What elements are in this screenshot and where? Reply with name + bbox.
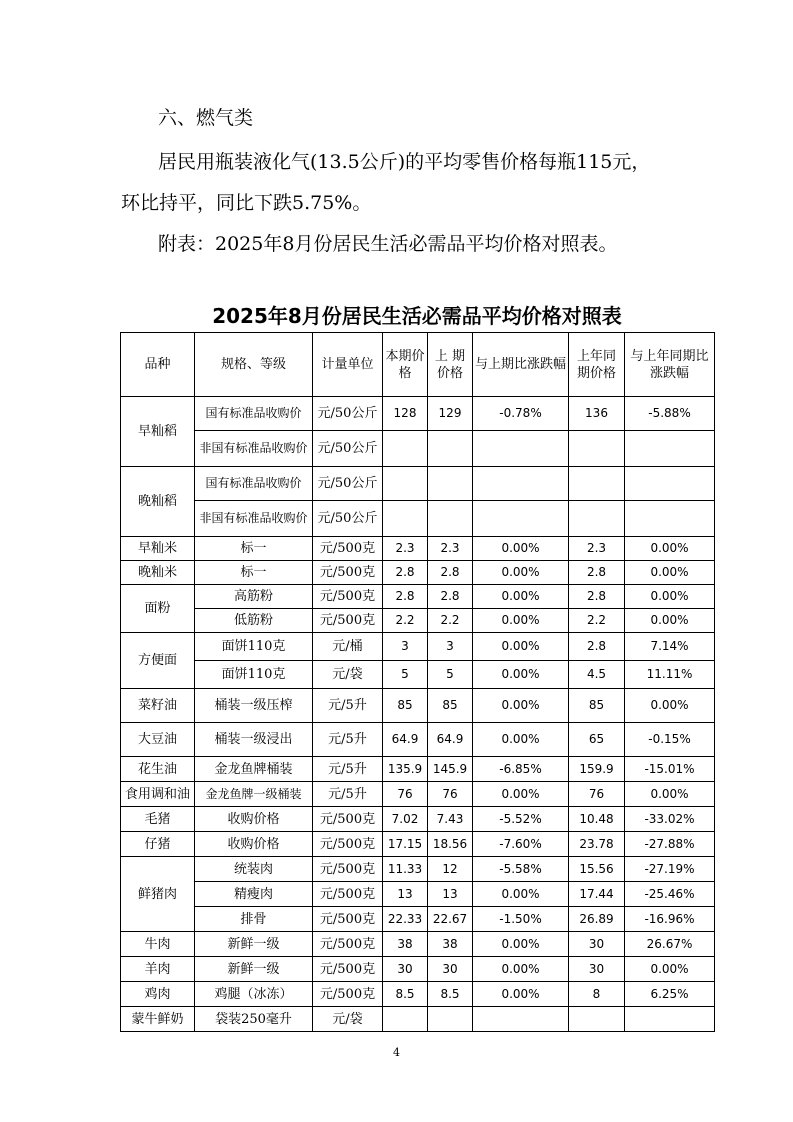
cell-current — [383, 431, 428, 467]
cell-unit: 元/50公斤 — [313, 397, 383, 431]
cell-last-year: 4.5 — [569, 661, 625, 689]
cell-spec: 面饼110克 — [195, 633, 313, 661]
cell-yoy: 0.00% — [625, 609, 715, 633]
cell-previous: 76 — [428, 782, 473, 807]
cell-mom: 0.00% — [473, 661, 569, 689]
table-row — [121, 501, 715, 537]
cell-spec: 桶装一级压榨 — [195, 689, 313, 723]
cell-spec: 精瘦肉 — [195, 882, 313, 907]
cell-item: 花生油 — [121, 757, 195, 782]
cell-spec: 排骨 — [195, 907, 313, 932]
cell-item: 菜籽油 — [121, 689, 195, 723]
cell-unit: 元/50公斤 — [313, 501, 383, 537]
cell-yoy: 26.67% — [625, 932, 715, 957]
cell-yoy: 0.00% — [625, 957, 715, 982]
cell-mom: -1.50% — [473, 907, 569, 932]
table-row — [121, 585, 715, 609]
cell-previous: 3 — [428, 633, 473, 661]
cell-yoy: -0.15% — [625, 723, 715, 757]
cell-unit: 元/5升 — [313, 757, 383, 782]
cell-spec: 面饼110克 — [195, 661, 313, 689]
cell-mom: -5.58% — [473, 857, 569, 882]
cell-yoy: 6.25% — [625, 982, 715, 1007]
cell-mom: 0.00% — [473, 537, 569, 561]
cell-yoy: 11.11% — [625, 661, 715, 689]
cell-unit: 元/500克 — [313, 537, 383, 561]
header-previous: 上 期价格 — [428, 333, 473, 397]
cell-yoy: 0.00% — [625, 561, 715, 585]
cell-mom — [473, 501, 569, 537]
cell-spec: 高筋粉 — [195, 585, 313, 609]
cell-unit: 元/袋 — [313, 1007, 383, 1032]
cell-last-year: 26.89 — [569, 907, 625, 932]
cell-unit: 元/50公斤 — [313, 431, 383, 467]
table-row — [121, 882, 715, 907]
page-number: 4 — [393, 1046, 400, 1059]
cell-unit: 元/500克 — [313, 585, 383, 609]
cell-yoy: -5.88% — [625, 397, 715, 431]
table-row — [121, 723, 715, 757]
cell-last-year: 30 — [569, 932, 625, 957]
cell-item: 蒙牛鲜奶 — [121, 1007, 195, 1032]
cell-last-year: 30 — [569, 957, 625, 982]
cell-item: 晚籼米 — [121, 561, 195, 585]
price-table — [120, 332, 715, 1032]
cell-current: 64.9 — [383, 723, 428, 757]
header-row — [121, 333, 715, 397]
table-row — [121, 537, 715, 561]
cell-current: 2.2 — [383, 609, 428, 633]
cell-item: 晚籼稻 — [121, 467, 195, 537]
cell-yoy: -16.96% — [625, 907, 715, 932]
cell-unit: 元/5升 — [313, 723, 383, 757]
cell-unit: 元/5升 — [313, 689, 383, 723]
table-title: 2025年8月份居民生活必需品平均价格对照表 — [212, 304, 622, 328]
cell-yoy — [625, 501, 715, 537]
cell-mom: -7.60% — [473, 832, 569, 857]
cell-current: 17.15 — [383, 832, 428, 857]
cell-current: 5 — [383, 661, 428, 689]
cell-last-year: 2.2 — [569, 609, 625, 633]
cell-item: 方便面 — [121, 633, 195, 689]
cell-yoy: -15.01% — [625, 757, 715, 782]
cell-current — [383, 467, 428, 501]
cell-current: 135.9 — [383, 757, 428, 782]
cell-current: 2.8 — [383, 561, 428, 585]
cell-spec: 金龙鱼牌桶装 — [195, 757, 313, 782]
table-row — [121, 431, 715, 467]
cell-unit: 元/桶 — [313, 633, 383, 661]
cell-unit: 元/500克 — [313, 832, 383, 857]
cell-mom: 0.00% — [473, 585, 569, 609]
cell-unit: 元/500克 — [313, 932, 383, 957]
cell-item: 仔猪 — [121, 832, 195, 857]
cell-item: 毛猪 — [121, 807, 195, 832]
paragraph-line-2: 环比持平，同比下跌5.75%。 — [121, 192, 372, 214]
cell-yoy: 7.14% — [625, 633, 715, 661]
table-row — [121, 757, 715, 782]
cell-previous: 13 — [428, 882, 473, 907]
cell-previous — [428, 467, 473, 501]
header-item: 品种 — [121, 333, 195, 397]
cell-yoy — [625, 431, 715, 467]
cell-spec: 鸡腿（冰冻） — [195, 982, 313, 1007]
cell-mom — [473, 431, 569, 467]
table-row — [121, 932, 715, 957]
cell-previous: 2.2 — [428, 609, 473, 633]
cell-mom: 0.00% — [473, 957, 569, 982]
cell-unit: 元/500克 — [313, 807, 383, 832]
cell-unit: 元/500克 — [313, 882, 383, 907]
cell-current — [383, 1007, 428, 1032]
table-row — [121, 689, 715, 723]
cell-mom: -6.85% — [473, 757, 569, 782]
cell-yoy: 0.00% — [625, 689, 715, 723]
cell-yoy: -27.88% — [625, 832, 715, 857]
cell-item: 早籼米 — [121, 537, 195, 561]
cell-current: 7.02 — [383, 807, 428, 832]
table-row — [121, 661, 715, 689]
cell-spec: 国有标准品收购价 — [195, 467, 313, 501]
cell-current: 76 — [383, 782, 428, 807]
cell-last-year — [569, 431, 625, 467]
cell-previous — [428, 501, 473, 537]
cell-previous: 8.5 — [428, 982, 473, 1007]
table-body — [121, 397, 715, 1032]
cell-unit: 元/500克 — [313, 957, 383, 982]
cell-current: 128 — [383, 397, 428, 431]
cell-unit: 元/500克 — [313, 907, 383, 932]
section-heading: 六、燃气类 — [158, 107, 254, 129]
cell-spec: 新鲜一级 — [195, 957, 313, 982]
table-row — [121, 782, 715, 807]
cell-last-year: 23.78 — [569, 832, 625, 857]
header-mom: 与上期比涨跌幅 — [473, 333, 569, 397]
cell-spec: 非国有标准品收购价 — [195, 501, 313, 537]
table-row — [121, 807, 715, 832]
cell-unit: 元/袋 — [313, 661, 383, 689]
cell-item: 面粉 — [121, 585, 195, 633]
table-row — [121, 857, 715, 882]
cell-last-year: 10.48 — [569, 807, 625, 832]
cell-mom: -0.78% — [473, 397, 569, 431]
cell-previous: 64.9 — [428, 723, 473, 757]
cell-current: 38 — [383, 932, 428, 957]
cell-unit: 元/5升 — [313, 782, 383, 807]
cell-yoy: -27.19% — [625, 857, 715, 882]
cell-spec: 非国有标准品收购价 — [195, 431, 313, 467]
cell-item: 大豆油 — [121, 723, 195, 757]
cell-current: 8.5 — [383, 982, 428, 1007]
table-row — [121, 561, 715, 585]
cell-mom — [473, 467, 569, 501]
cell-unit: 元/500克 — [313, 561, 383, 585]
table-row — [121, 1007, 715, 1032]
cell-previous: 2.8 — [428, 561, 473, 585]
cell-last-year: 159.9 — [569, 757, 625, 782]
cell-unit: 元/500克 — [313, 982, 383, 1007]
cell-item: 早籼稻 — [121, 397, 195, 467]
cell-previous: 129 — [428, 397, 473, 431]
cell-last-year: 2.8 — [569, 585, 625, 609]
cell-previous — [428, 1007, 473, 1032]
appendix-note: 附表：2025年8月份居民生活必需品平均价格对照表。 — [158, 233, 618, 255]
table-row — [121, 982, 715, 1007]
cell-unit: 元/500克 — [313, 857, 383, 882]
cell-mom: 0.00% — [473, 932, 569, 957]
table-row — [121, 832, 715, 857]
cell-current: 13 — [383, 882, 428, 907]
cell-previous: 85 — [428, 689, 473, 723]
cell-previous: 18.56 — [428, 832, 473, 857]
header-unit: 计量单位 — [313, 333, 383, 397]
cell-last-year: 2.8 — [569, 561, 625, 585]
cell-item: 鲜猪肉 — [121, 857, 195, 932]
header-yoy: 与上年同期比涨跌幅 — [625, 333, 715, 397]
cell-previous: 2.3 — [428, 537, 473, 561]
cell-unit: 元/50公斤 — [313, 467, 383, 501]
cell-last-year: 15.56 — [569, 857, 625, 882]
cell-item: 食用调和油 — [121, 782, 195, 807]
cell-mom: 0.00% — [473, 782, 569, 807]
cell-unit: 元/500克 — [313, 609, 383, 633]
table-row — [121, 957, 715, 982]
cell-previous — [428, 431, 473, 467]
cell-previous: 7.43 — [428, 807, 473, 832]
cell-spec: 低筋粉 — [195, 609, 313, 633]
header-last-year: 上年同期价格 — [569, 333, 625, 397]
cell-current: 3 — [383, 633, 428, 661]
cell-previous: 5 — [428, 661, 473, 689]
cell-yoy: -33.02% — [625, 807, 715, 832]
cell-current: 11.33 — [383, 857, 428, 882]
cell-yoy: 0.00% — [625, 585, 715, 609]
cell-last-year: 65 — [569, 723, 625, 757]
table-row — [121, 907, 715, 932]
table-row — [121, 609, 715, 633]
cell-mom: 0.00% — [473, 982, 569, 1007]
cell-yoy — [625, 467, 715, 501]
cell-yoy: 0.00% — [625, 782, 715, 807]
cell-current — [383, 501, 428, 537]
cell-mom: 0.00% — [473, 723, 569, 757]
cell-yoy — [625, 1007, 715, 1032]
cell-current: 85 — [383, 689, 428, 723]
cell-spec: 桶装一级浸出 — [195, 723, 313, 757]
cell-last-year: 85 — [569, 689, 625, 723]
cell-item: 鸡肉 — [121, 982, 195, 1007]
cell-previous: 2.8 — [428, 585, 473, 609]
paragraph-line-1: 居民用瓶装液化气(13.5公斤)的平均零售价格每瓶115元， — [158, 151, 651, 173]
cell-last-year — [569, 501, 625, 537]
cell-mom: 0.00% — [473, 882, 569, 907]
cell-spec: 金龙鱼牌一级桶装 — [195, 782, 313, 807]
cell-mom: -5.52% — [473, 807, 569, 832]
cell-spec: 统装肉 — [195, 857, 313, 882]
cell-current: 22.33 — [383, 907, 428, 932]
header-spec: 规格、等级 — [195, 333, 313, 397]
cell-spec: 新鲜一级 — [195, 932, 313, 957]
cell-spec: 国有标准品收购价 — [195, 397, 313, 431]
table-row — [121, 397, 715, 431]
cell-spec: 标一 — [195, 561, 313, 585]
cell-yoy: -25.46% — [625, 882, 715, 907]
cell-previous: 145.9 — [428, 757, 473, 782]
cell-last-year: 2.8 — [569, 633, 625, 661]
cell-last-year: 8 — [569, 982, 625, 1007]
cell-current: 2.3 — [383, 537, 428, 561]
cell-previous: 38 — [428, 932, 473, 957]
cell-item: 牛肉 — [121, 932, 195, 957]
cell-spec: 收购价格 — [195, 807, 313, 832]
cell-previous: 22.67 — [428, 907, 473, 932]
cell-item: 羊肉 — [121, 957, 195, 982]
cell-spec: 标一 — [195, 537, 313, 561]
cell-spec: 收购价格 — [195, 832, 313, 857]
cell-last-year: 17.44 — [569, 882, 625, 907]
cell-mom: 0.00% — [473, 633, 569, 661]
cell-current: 30 — [383, 957, 428, 982]
cell-last-year: 2.3 — [569, 537, 625, 561]
cell-spec: 袋装250毫升 — [195, 1007, 313, 1032]
cell-last-year — [569, 467, 625, 501]
cell-last-year: 76 — [569, 782, 625, 807]
header-current: 本期价格 — [383, 333, 428, 397]
cell-current: 2.8 — [383, 585, 428, 609]
table-row — [121, 633, 715, 661]
cell-mom: 0.00% — [473, 561, 569, 585]
cell-previous: 12 — [428, 857, 473, 882]
cell-previous: 30 — [428, 957, 473, 982]
cell-mom: 0.00% — [473, 609, 569, 633]
table-row — [121, 467, 715, 501]
cell-yoy: 0.00% — [625, 537, 715, 561]
cell-mom: 0.00% — [473, 689, 569, 723]
cell-mom — [473, 1007, 569, 1032]
cell-last-year — [569, 1007, 625, 1032]
cell-last-year: 136 — [569, 397, 625, 431]
